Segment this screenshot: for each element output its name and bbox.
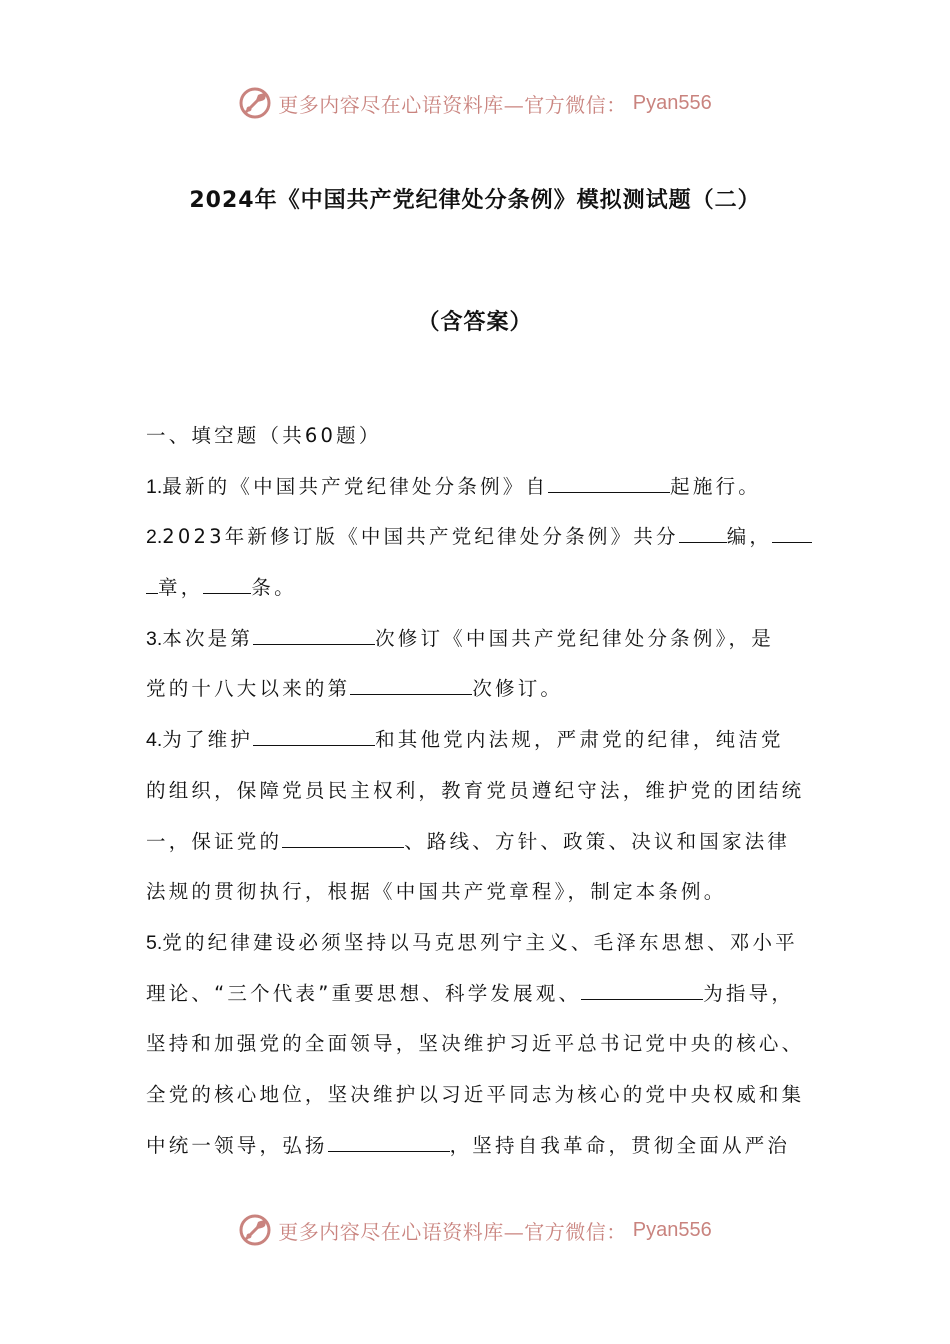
question-text: 和其他党内法规，严肃党的纪律，纯洁党	[375, 728, 784, 752]
question-text: 次修订。	[472, 677, 564, 701]
question-text: 本次是第	[162, 626, 254, 650]
question-text: 党的十八大以来的第	[146, 677, 351, 701]
quill-logo-icon	[238, 86, 272, 120]
answer-blank	[253, 624, 375, 645]
question-number: 3.	[146, 627, 163, 650]
answer-blank	[581, 979, 703, 1000]
question-4-line-3	[146, 826, 810, 877]
section-heading: 一、填空题（共60题）	[146, 424, 382, 447]
question-text: 次修订《中国共产党纪律处分条例》，是	[375, 626, 774, 650]
question-text: 理论、“三个代表”重要思想、科学发展观、	[146, 981, 582, 1005]
question-number: 4.	[146, 729, 163, 752]
question-number: 1.	[146, 475, 163, 498]
watermark-top	[0, 83, 950, 123]
document-body	[146, 420, 810, 1180]
question-text: 编，	[726, 525, 773, 549]
answer-blank	[548, 472, 670, 493]
watermark-text: 更多内容尽在心语资料库—官方微信：	[278, 92, 627, 117]
question-text: 2023年新修订版《中国共产党纪律处分条例》共分	[162, 525, 679, 549]
answer-blank	[772, 522, 812, 543]
question-5-line-1	[146, 927, 810, 978]
question-number: 2.	[146, 526, 163, 549]
question-5-line-5	[146, 1130, 810, 1181]
question-4-line-4: 法规的贯彻执行，根据《中国共产党章程》，制定本条例。	[146, 880, 727, 904]
question-2-line-1	[146, 521, 810, 572]
question-text: 、路线、方针、政策、决议和国家法律	[404, 829, 791, 853]
question-4-line-1	[146, 724, 810, 775]
question-text: 一，保证党的	[146, 829, 283, 853]
question-number: 5.	[146, 931, 163, 954]
question-text: 为了维护	[162, 728, 254, 752]
question-3-line-2	[146, 673, 810, 724]
question-4-line-2: 的组织，保障党员民主权利，教育党员遵纪守法，维护党的团结统	[146, 778, 805, 802]
question-text: 章，	[158, 576, 204, 600]
question-5-line-2	[146, 978, 810, 1029]
answer-blank	[350, 674, 472, 695]
document-title: 2024年《中国共产党纪律处分条例》模拟测试题（二）	[189, 188, 761, 213]
answer-blank	[146, 573, 158, 594]
document-subtitle: （含答案）	[417, 310, 533, 335]
question-text: 起施行。	[670, 474, 761, 498]
answer-blank	[282, 827, 404, 848]
watermark-text: 更多内容尽在心语资料库—官方微信：	[278, 1219, 627, 1244]
question-text: 条。	[251, 576, 297, 600]
question-text: ，坚持自我革命，贯彻全面从严治	[449, 1133, 791, 1157]
watermark-wechat-id: Pyan556	[632, 91, 712, 114]
watermark-wechat-id: Pyan556	[632, 1218, 712, 1241]
answer-blank	[253, 725, 375, 746]
answer-blank	[328, 1131, 450, 1152]
question-text: 最新的《中国共产党纪律处分条例》自	[162, 474, 549, 498]
answer-blank	[203, 573, 251, 594]
question-text: 中统一领导，弘扬	[146, 1133, 328, 1157]
question-2-line-2	[146, 572, 810, 623]
quill-logo-icon	[238, 1213, 272, 1247]
question-1-line-1	[146, 471, 810, 522]
question-5-line-3: 坚持和加强党的全面领导，坚决维护习近平总书记党中央的核心、	[146, 1032, 805, 1056]
question-3-line-1	[146, 623, 810, 674]
answer-blank	[679, 522, 727, 543]
watermark-bottom	[0, 1210, 950, 1250]
question-5-line-4: 全党的核心地位，坚决维护以习近平同志为核心的党中央权威和集	[146, 1082, 805, 1106]
question-text: 为指导，	[703, 981, 795, 1005]
question-text: 党的纪律建设必须坚持以马克思列宁主义、毛泽东思想、邓小平	[162, 930, 798, 954]
